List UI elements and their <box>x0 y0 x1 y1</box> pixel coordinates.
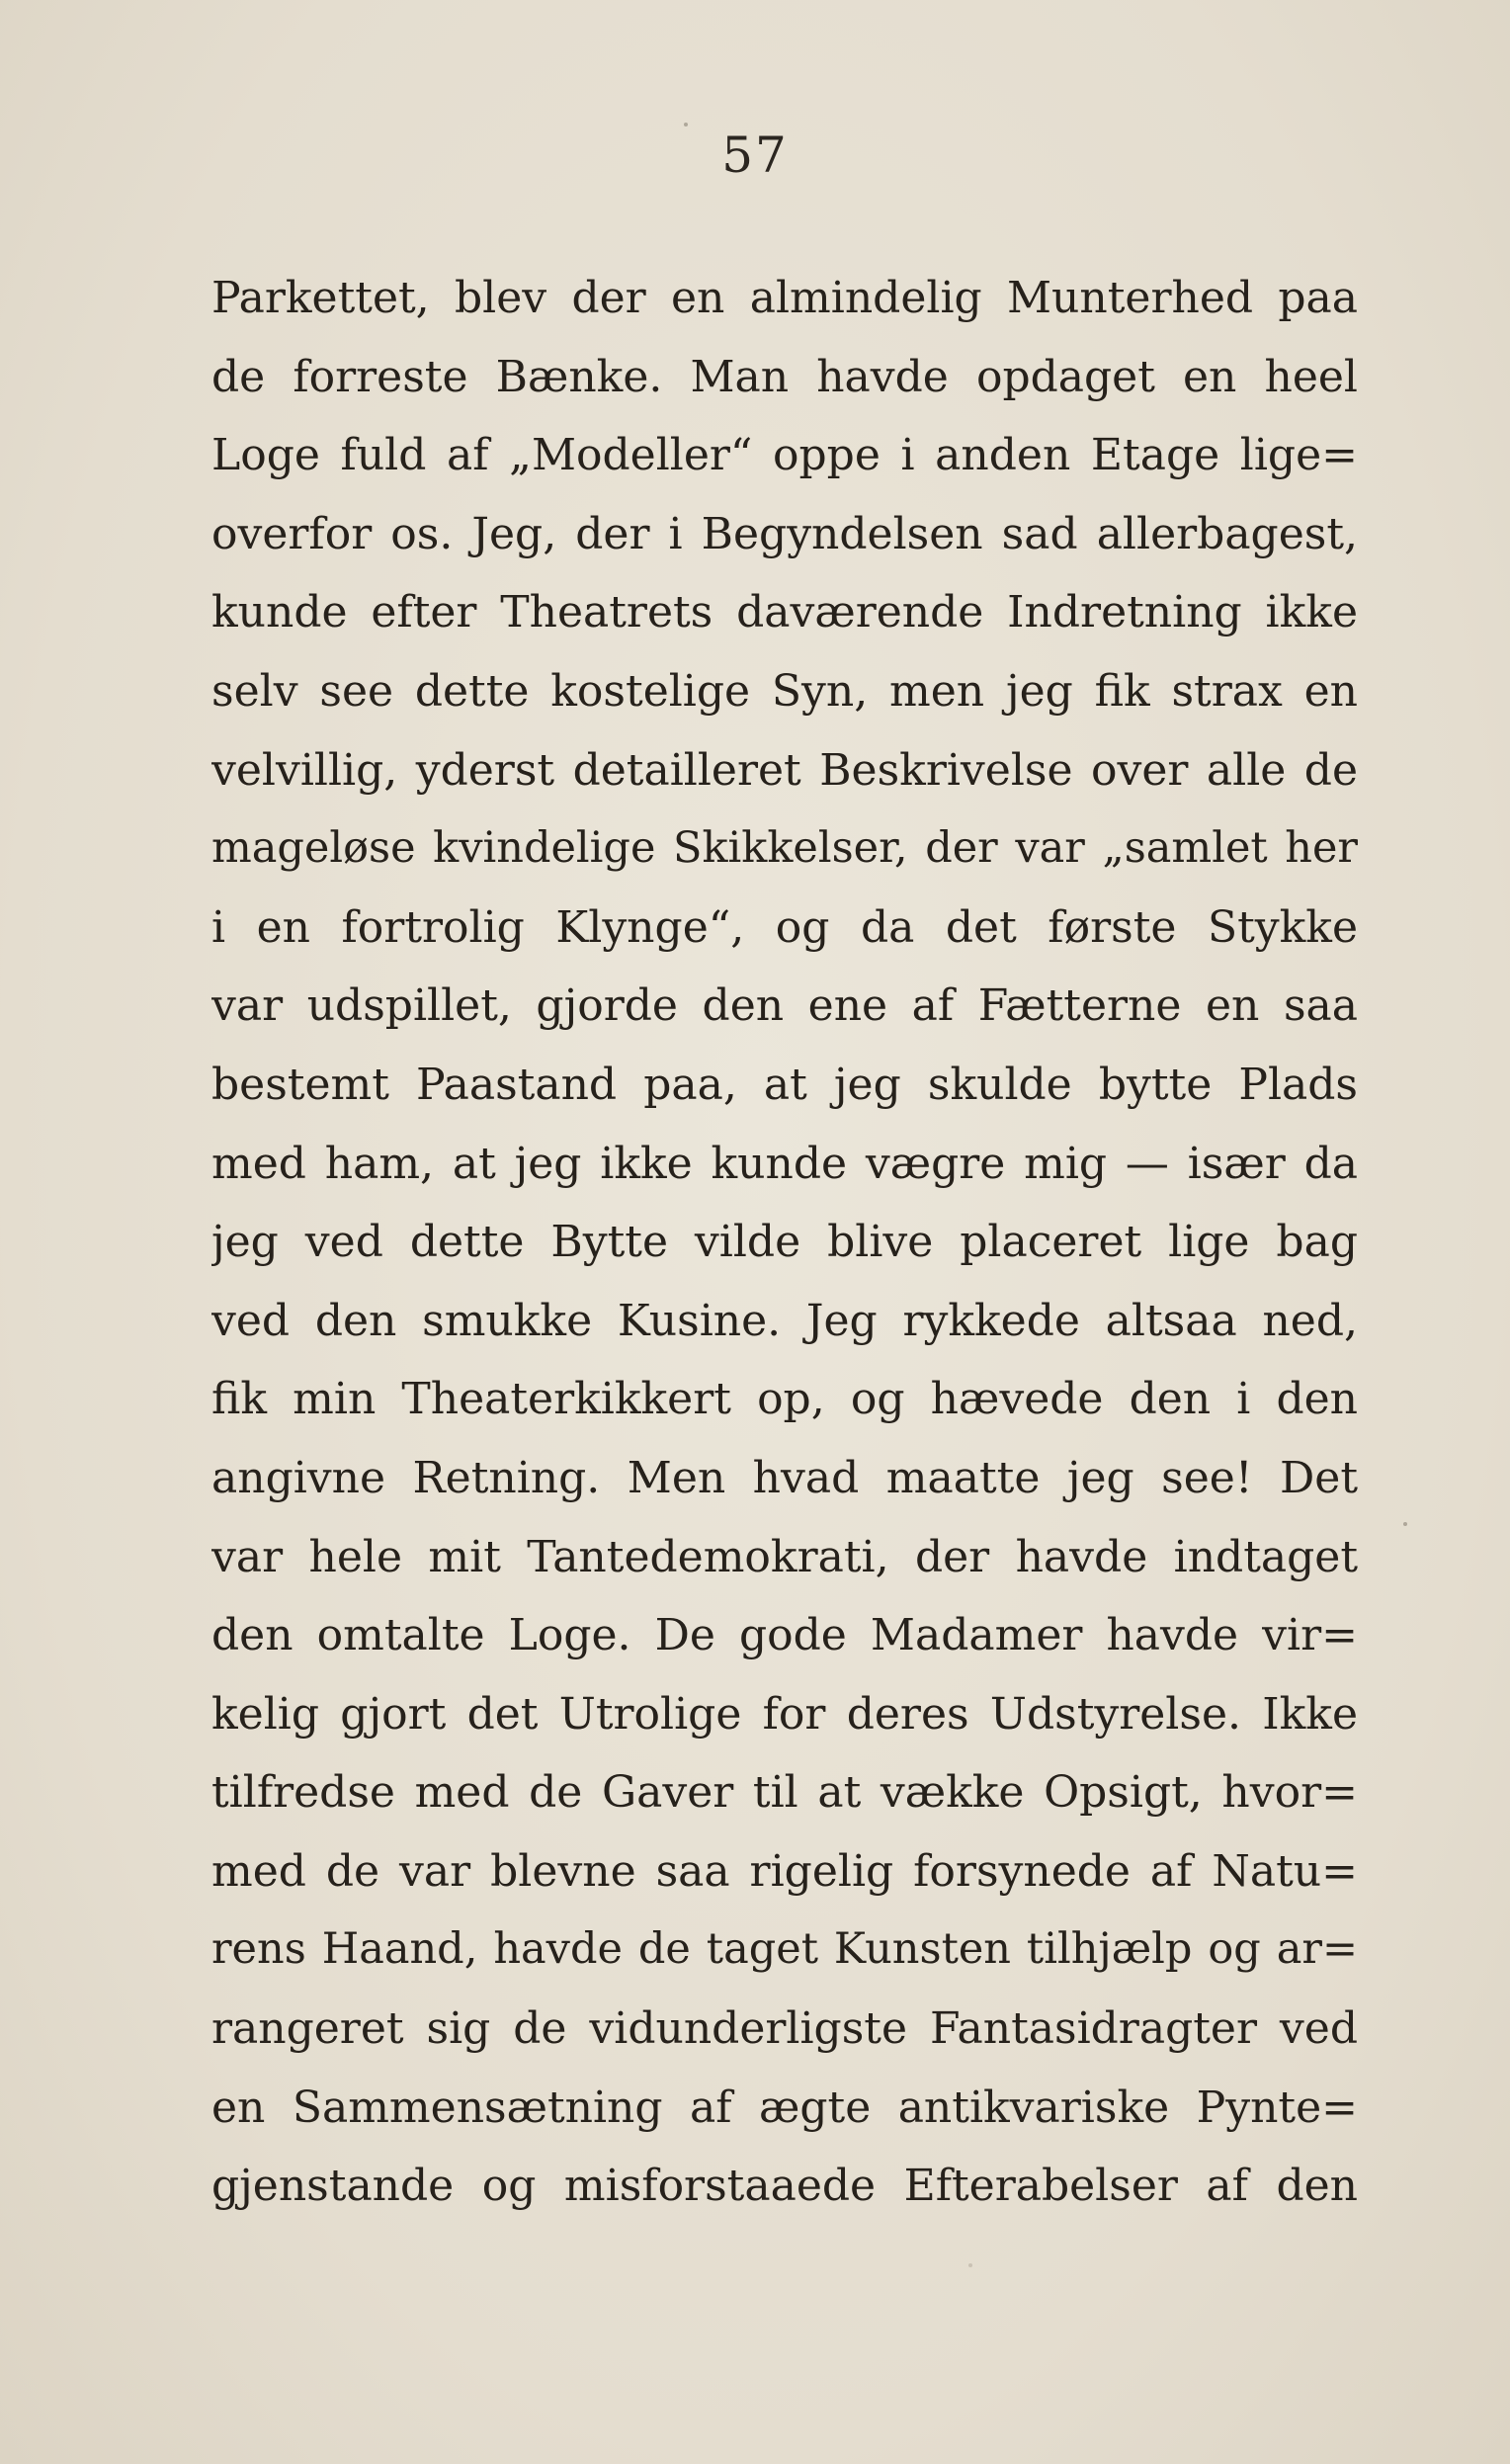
body-text <box>211 259 1358 2226</box>
page-number: 57 <box>721 127 789 184</box>
text-line: selv see dette kostelige Syn, men jeg fik strax en <box>211 665 1358 717</box>
text-line: var udspillet, gjorde den ene af Fætterne en saa <box>211 980 1358 1032</box>
text-line: Parkettet, blev der en almindelig Munterhed paa <box>211 273 1358 323</box>
text-line: kelig gjort det Utrolige for deres Udstyrelse. Ikke <box>211 1688 1358 1740</box>
text-line: bestemt Paastand paa, at jeg skulde bytte Plads <box>211 1059 1358 1110</box>
text-line: den omtalte Loge. De gode Madamer havde vir= <box>211 1610 1358 1661</box>
text-line: jeg ved dette Bytte vilde blive placeret lige bag <box>211 1217 1358 1268</box>
text-line: gjenstande og misforstaaede Efterabelser af den <box>211 2161 1358 2212</box>
text-line: fik min Theaterkikkert op, og hævede den i den <box>211 1374 1358 1425</box>
text-line: velvillig, yderst detailleret Beskrivelse over alle de <box>211 744 1358 796</box>
text-line: de forreste Bænke. Man havde opdaget en heel <box>211 351 1358 402</box>
text-line: kunde efter Theatrets daværende Indretning ikke <box>211 587 1358 638</box>
text-line: var hele mit Tantedemokrati, der havde indtaget <box>211 1531 1358 1582</box>
paper-speck <box>968 2263 972 2267</box>
text-line: tilfredse med de Gaver til at vække Opsigt, hvor= <box>211 1767 1358 1819</box>
text-line: mageløse kvindelige Skikkelser, der var „samlet her <box>211 823 1358 874</box>
text-line: overfor os. Jeg, der i Begyndelsen sad allerbagest, <box>211 508 1358 559</box>
paper-speck <box>684 123 688 127</box>
text-line: ved den smukke Kusine. Jeg rykkede altsaa ned, <box>211 1295 1358 1346</box>
paper-speck <box>1403 1522 1407 1526</box>
text-line: Loge fuld af „Modeller“ oppe i anden Etage lige= <box>211 430 1358 481</box>
text-line: med ham, at jeg ikke kunde vægre mig — især da <box>211 1138 1358 1189</box>
text-line: en Sammensætning af ægte antikvariske Pynte= <box>211 2082 1358 2133</box>
text-line: angivne Retning. Men hvad maatte jeg see! Det <box>211 1452 1358 1503</box>
text-line: rangeret sig de vidunderligste Fantasidragter ved <box>211 2003 1358 2055</box>
text-line: rens Haand, havde de taget Kunsten tilhjælp og ar= <box>211 1924 1358 1975</box>
text-line: i en fortrolig Klynge“, og da det første Stykke <box>211 901 1358 953</box>
text-line: med de var blevne saa rigelig forsynede af Natu= <box>211 1845 1358 1897</box>
